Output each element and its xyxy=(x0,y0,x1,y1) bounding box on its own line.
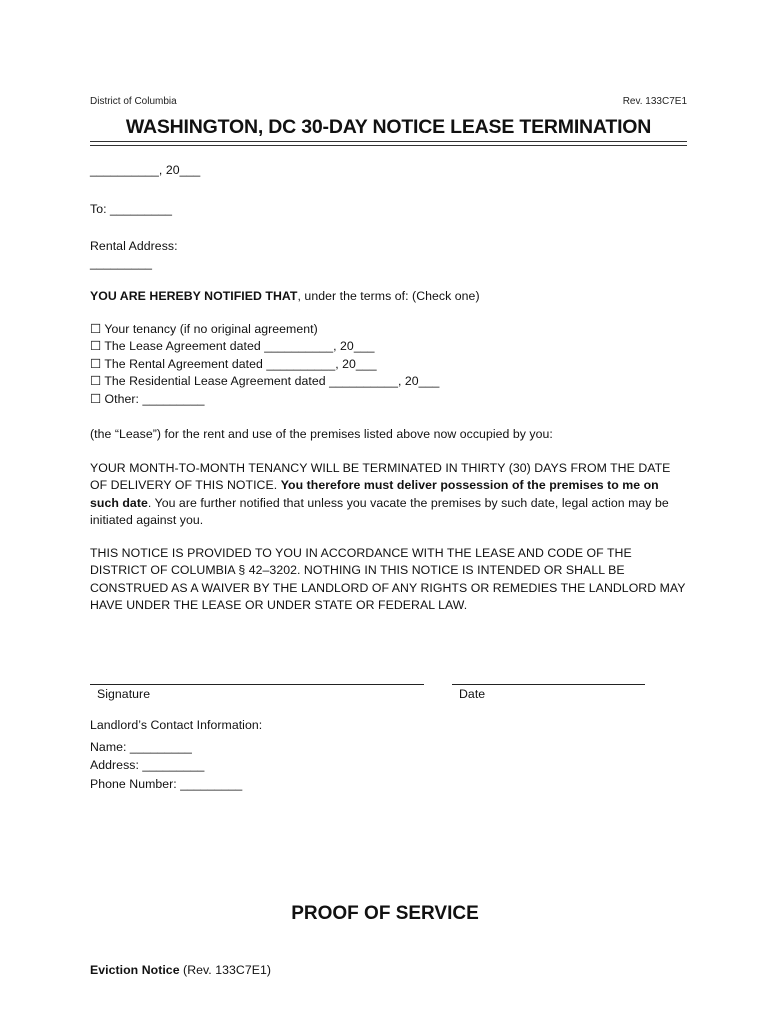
rental-address-block xyxy=(90,238,686,273)
termination-paragraph xyxy=(90,460,686,530)
contact-phone[interactable]: Phone Number: _________ xyxy=(90,776,243,791)
proof-of-service-title: PROOF OF SERVICE xyxy=(291,903,479,924)
document-title: WASHINGTON, DC 30-DAY NOTICE LEASE TERMINATION xyxy=(125,116,652,138)
revision-label: Rev. 133C7E1 xyxy=(622,96,687,107)
date-label: Date xyxy=(459,687,486,701)
footer-rest: (Rev. 133C7E1) xyxy=(179,963,271,977)
contact-address[interactable]: Address: _________ xyxy=(90,758,205,773)
title-rule-top xyxy=(90,141,687,142)
title-rule-bottom xyxy=(90,145,687,146)
option-residential-lease[interactable]: ☐ The Residential Lease Agreement dated __________, 20___ xyxy=(90,374,440,389)
option-rental-agreement[interactable]: ☐ The Rental Agreement dated __________, 20___ xyxy=(90,356,377,371)
footer xyxy=(90,962,271,979)
termination-text-1: YOUR MONTH-TO-MONTH TENANCY WILL BE TERMINATED IN THIRTY (30) DAYS FROM THE DATE OF DELIVERY OF THIS NOTICE. xyxy=(90,461,671,493)
option-other[interactable]: ☐ Other: _________ xyxy=(90,391,205,406)
option-tenancy[interactable]: ☐ Your tenancy (if no original agreement) xyxy=(90,322,318,336)
options-list xyxy=(90,321,686,408)
lease-definition: (the “Lease”) for the rent and use of the premises listed above now occupied by you: xyxy=(90,427,553,441)
option-lease-agreement[interactable]: ☐ The Lease Agreement dated __________, 20___ xyxy=(90,339,375,354)
date-line[interactable]: __________, 20___ xyxy=(90,163,201,177)
rental-address-label: Rental Address: xyxy=(90,239,178,253)
jurisdiction-label: District of Columbia xyxy=(90,96,177,107)
notified-line xyxy=(90,288,686,305)
contact-block xyxy=(90,739,686,793)
footer-bold: Eviction Notice xyxy=(90,963,180,977)
signature-line[interactable] xyxy=(90,684,424,685)
waiver-paragraph: THIS NOTICE IS PROVIDED TO YOU IN ACCORDANCE WITH THE LEASE AND CODE OF THE DISTRICT OF COLUMBIA § 42–3202. NOTHING IN THIS NOTICE IS INTENDED OR SHALL BE CONSTRUED AS A WAIVER BY THE LANDLORD OF ANY RIGHTS OR REMEDIES THE LANDLORD MAY HAVE UNDER THE LEASE OR UNDER STATE OR FEDERAL LAW. xyxy=(90,546,686,613)
date-signature-line[interactable] xyxy=(452,684,645,685)
termination-text-2: . You are further notified that unless you vacate the premises by such date, legal action may be initiated against you. xyxy=(90,495,669,528)
recipient-line[interactable]: To: _________ xyxy=(90,202,173,216)
termination-bold: You therefore must deliver possession of the premises to me on such date xyxy=(90,478,659,510)
notified-rest: , under the terms of: (Check one) xyxy=(297,289,480,303)
contact-heading: Landlord’s Contact Information: xyxy=(90,718,263,732)
notified-bold: YOU ARE HEREBY NOTIFIED THAT xyxy=(90,289,298,303)
signature-label: Signature xyxy=(97,687,151,701)
rental-address-value[interactable]: _________ xyxy=(90,256,153,271)
contact-name[interactable]: Name: _________ xyxy=(90,740,192,754)
